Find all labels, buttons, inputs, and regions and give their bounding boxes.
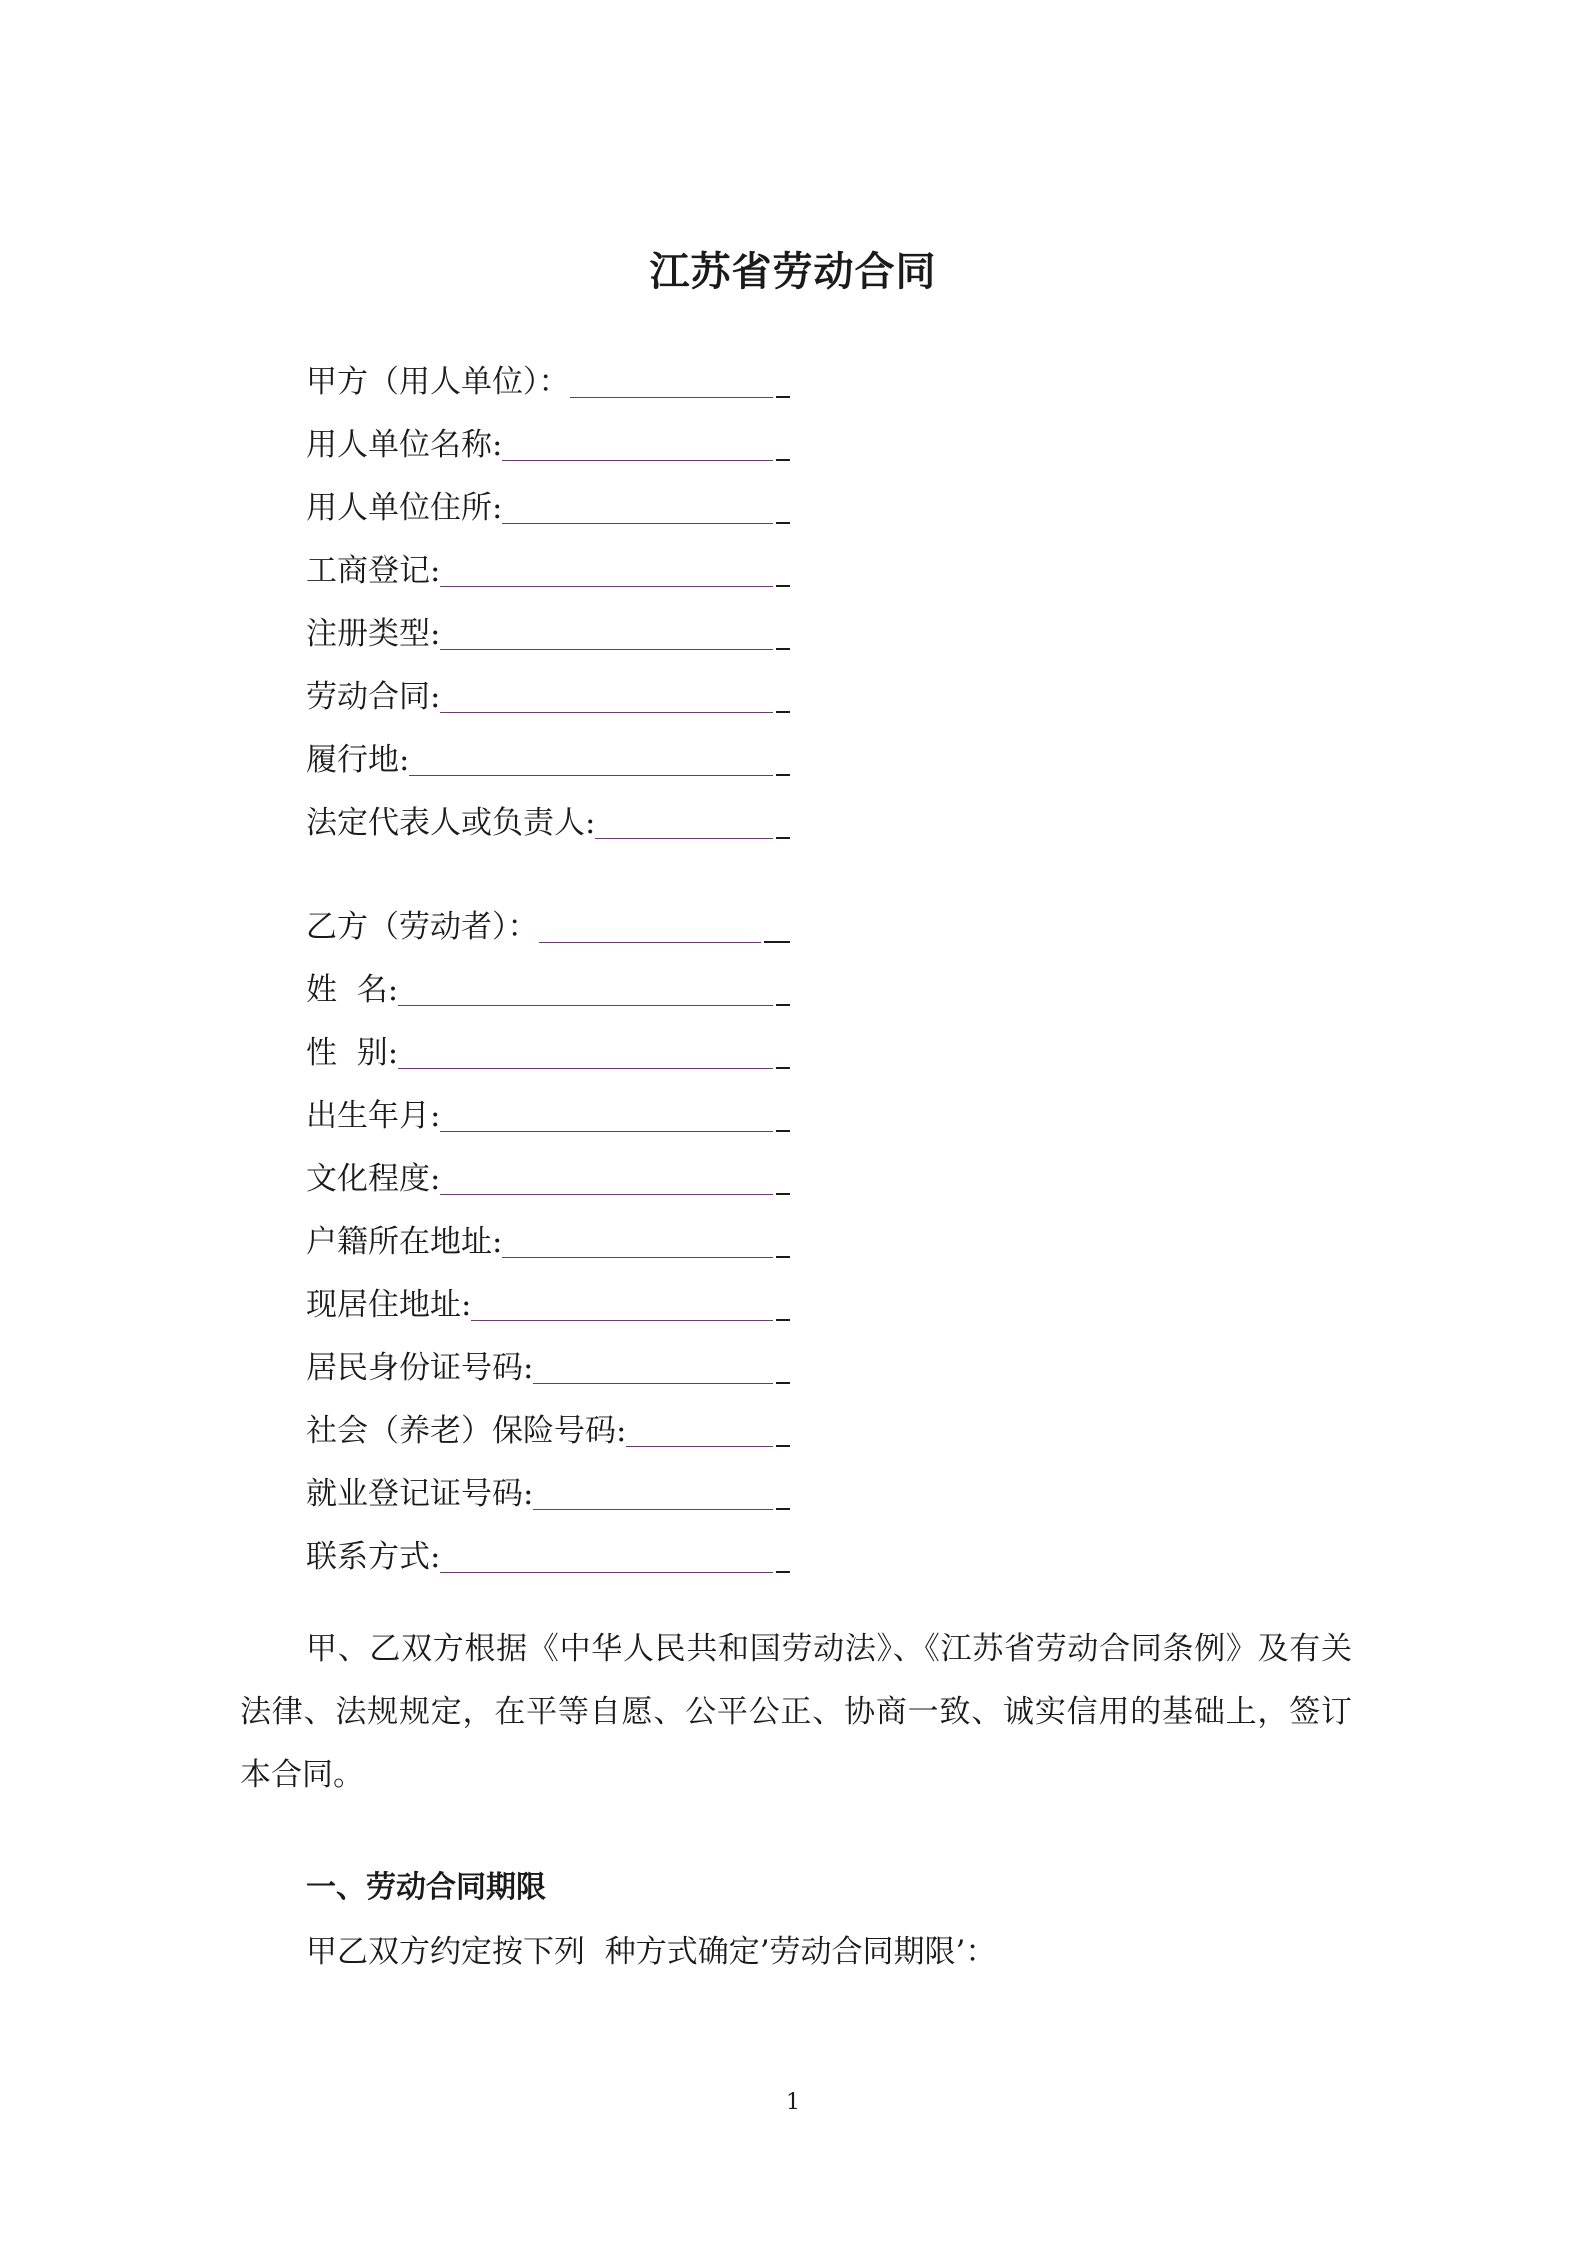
field-tail-line bbox=[776, 486, 790, 524]
field-tail-line bbox=[776, 612, 790, 650]
document-title: 江苏省劳动合同 bbox=[649, 249, 937, 295]
section-1-line: 甲乙双方约定按下列 种方式确定’劳动合同期限’： bbox=[306, 1934, 997, 1970]
field-tail-line bbox=[776, 1346, 790, 1384]
field-blank-line[interactable] bbox=[539, 906, 762, 943]
field-tail-line bbox=[776, 1220, 790, 1258]
party-a-field[interactable] bbox=[306, 358, 790, 402]
party-b-field[interactable] bbox=[306, 1092, 790, 1136]
field-blank-line[interactable] bbox=[440, 613, 773, 650]
field-label: 性 别: bbox=[306, 1035, 399, 1071]
party-b-field[interactable] bbox=[306, 966, 790, 1010]
party-a-field[interactable] bbox=[306, 547, 790, 591]
field-blank-line[interactable] bbox=[440, 1158, 773, 1195]
field-label: 文化程度: bbox=[306, 1161, 441, 1197]
field-label: 乙方（劳动者）： bbox=[306, 909, 539, 945]
party-a-field[interactable] bbox=[306, 484, 790, 528]
field-blank-line[interactable] bbox=[440, 1095, 773, 1132]
field-label: 姓 名: bbox=[306, 972, 399, 1008]
field-tail-line bbox=[776, 675, 790, 713]
field-label: 履行地: bbox=[306, 742, 410, 778]
party-a-field[interactable] bbox=[306, 799, 790, 843]
field-tail-line bbox=[776, 1283, 790, 1321]
party-a-field[interactable] bbox=[306, 673, 790, 717]
party-a-field[interactable] bbox=[306, 736, 790, 780]
party-b-field[interactable] bbox=[306, 1155, 790, 1199]
field-blank-line[interactable] bbox=[502, 487, 773, 524]
field-blank-line[interactable] bbox=[398, 969, 773, 1006]
intro-paragraph: 甲、乙双方根据《中华人民共和国劳动法》、《江苏省劳动合同条例》及有关法律、法规规定，在平等自愿、公平公正、协商一致、诚实信用的基础上，签订本合同。 bbox=[240, 1631, 1352, 1793]
field-label: 用人单位名称: bbox=[306, 427, 503, 463]
field-label: 就业登记证号码: bbox=[306, 1476, 534, 1512]
field-label: 社会（养老）保险号码: bbox=[306, 1413, 627, 1449]
field-tail-line bbox=[776, 1094, 790, 1132]
party-b-field[interactable] bbox=[306, 1533, 790, 1577]
field-blank-line[interactable] bbox=[440, 676, 773, 713]
party-b-field[interactable] bbox=[306, 1281, 790, 1325]
field-tail-line bbox=[776, 549, 790, 587]
party-a-field[interactable] bbox=[306, 421, 790, 465]
field-blank-line[interactable] bbox=[626, 1410, 773, 1447]
field-tail-line bbox=[776, 1535, 790, 1573]
field-blank-line[interactable] bbox=[398, 1032, 773, 1069]
party-b-field[interactable] bbox=[306, 1407, 790, 1451]
field-label: 户籍所在地址: bbox=[306, 1224, 503, 1260]
field-label: 劳动合同: bbox=[306, 679, 441, 715]
field-label: 现居住地址: bbox=[306, 1287, 472, 1323]
field-tail-line bbox=[776, 360, 790, 398]
field-blank-line[interactable] bbox=[440, 550, 773, 587]
section-1-heading: 一、劳动合同期限 bbox=[306, 1870, 546, 1905]
field-blank-line[interactable] bbox=[533, 1473, 773, 1510]
field-tail-line bbox=[776, 968, 790, 1006]
field-label: 出生年月: bbox=[306, 1098, 441, 1134]
field-tail-line bbox=[776, 1409, 790, 1447]
party-b-field[interactable] bbox=[306, 1029, 790, 1073]
field-label: 用人单位住所: bbox=[306, 490, 503, 526]
field-tail-line bbox=[776, 423, 790, 461]
field-tail-line bbox=[776, 1472, 790, 1510]
field-label: 工商登记: bbox=[306, 553, 441, 589]
field-label: 联系方式: bbox=[306, 1539, 441, 1575]
party-b-field[interactable] bbox=[306, 1470, 790, 1514]
field-tail-line bbox=[776, 738, 790, 776]
field-blank-line[interactable] bbox=[471, 1284, 773, 1321]
field-blank-line[interactable] bbox=[409, 739, 773, 776]
field-blank-line[interactable] bbox=[502, 424, 773, 461]
field-tail-line bbox=[776, 801, 790, 839]
field-tail-line bbox=[776, 1157, 790, 1195]
page-number: 1 bbox=[786, 2090, 800, 2115]
field-tail-line bbox=[764, 905, 790, 943]
field-blank-line[interactable] bbox=[533, 1347, 773, 1384]
party-b-field[interactable] bbox=[306, 1218, 790, 1262]
field-label: 法定代表人或负责人: bbox=[306, 805, 596, 841]
field-label: 甲方（用人单位）： bbox=[306, 364, 570, 400]
party-a-field[interactable] bbox=[306, 610, 790, 654]
party-b-field[interactable] bbox=[306, 903, 790, 947]
field-label: 居民身份证号码: bbox=[306, 1350, 534, 1386]
field-label: 注册类型: bbox=[306, 616, 441, 652]
field-blank-line[interactable] bbox=[595, 802, 773, 839]
field-tail-line bbox=[776, 1031, 790, 1069]
field-blank-line[interactable] bbox=[570, 361, 774, 398]
party-b-field[interactable] bbox=[306, 1344, 790, 1388]
field-blank-line[interactable] bbox=[502, 1221, 773, 1258]
field-blank-line[interactable] bbox=[440, 1536, 773, 1573]
